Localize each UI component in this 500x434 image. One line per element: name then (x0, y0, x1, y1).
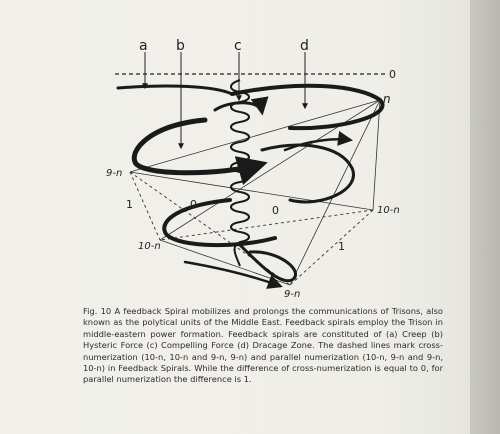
label-10-n-left: 10-n (138, 241, 161, 252)
label-9-n-left: 9-n (106, 168, 123, 179)
label-c: c (234, 38, 242, 54)
label-a: a (139, 38, 148, 54)
label-1-right: 1 (338, 240, 345, 253)
label-b: b (176, 38, 185, 54)
label-n: n (383, 92, 391, 106)
page-edge (470, 0, 500, 434)
label-zero-top: 0 (389, 68, 396, 81)
label-0-mid-left: 0 (190, 198, 197, 211)
label-d: d (300, 38, 309, 54)
figure-caption: Fig. 10 A feedback Spiral mobilizes and prolongs the communications of Trisons, also known as the polytical units of the Middle East. Feedback spirals employ the Trison in middle-eastern power formation. Feedback spirals are constituted of (a) Creep (b) Hysteric Force (c) Compelling Force (d) Dracage Zone. The dashed lines mark cross-numerization (10-n, 10-n and 9-n, 9-n) and parallel numerization (10-n, 9-n and 9-n, 10-n) in Feedback Spirals. While the difference of cross-numerization is equal to 0, for parallel numerization the difference is 1. (83, 306, 443, 385)
label-9-n-bottom: 9-n (284, 289, 301, 300)
label-1-left: 1 (126, 198, 133, 211)
label-0-mid-right: 0 (272, 204, 279, 217)
central-coil (231, 80, 249, 266)
spiral-bands (118, 86, 383, 286)
label-10-n-right: 10-n (377, 205, 400, 216)
